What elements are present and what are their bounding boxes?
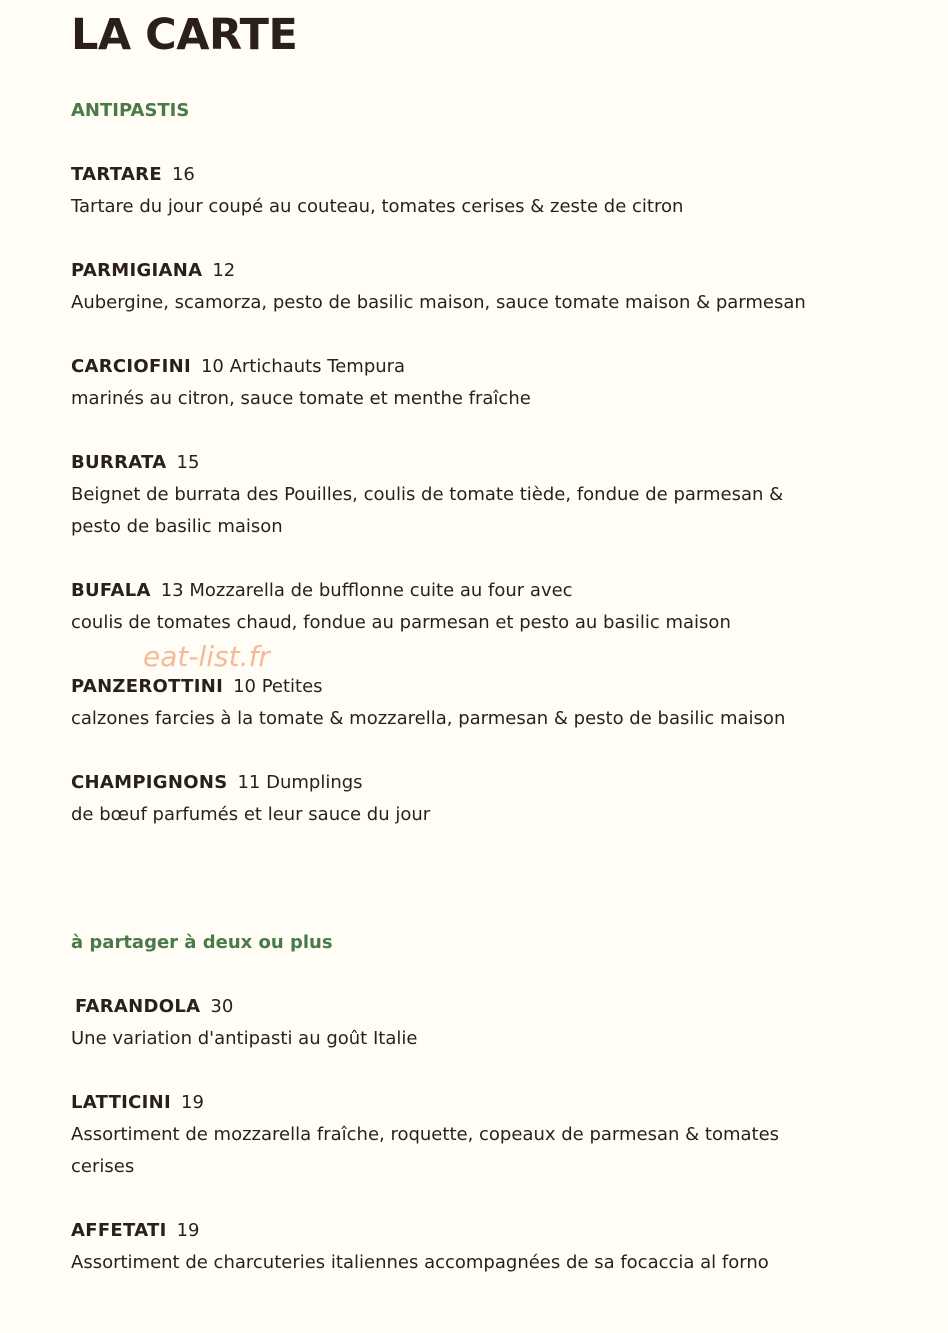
item-description: marinés au citron, sauce tomate et menthe fraîche — [71, 388, 531, 409]
item-description: coulis de tomates chaud, fondue au parmesan et pesto au basilic maison — [71, 612, 731, 633]
item-description: calzones farcies à la tomate & mozzarella, parmesan & pesto de basilic maison — [71, 708, 786, 729]
item-name: CARCIOFINI — [71, 356, 191, 377]
item-price: 15 — [176, 452, 200, 473]
menu-item-tartare — [71, 159, 871, 223]
section-heading-antipastis: ANTIPASTIS — [71, 100, 190, 121]
menu-item-champignons — [71, 767, 871, 831]
item-description: Assortiment de mozzarella fraîche, roquette, copeaux de parmesan & tomates cerises — [71, 1124, 780, 1177]
menu-item-bufala — [71, 575, 871, 639]
item-name: LATTICINI — [71, 1092, 172, 1113]
item-description: Tartare du jour coupé au couteau, tomates cerises & zeste de citron — [71, 196, 684, 217]
item-name: FARANDOLA — [75, 996, 201, 1017]
item-price: 19 — [176, 1220, 200, 1241]
menu-item-latticini — [71, 1087, 871, 1183]
item-name: PANZEROTTINI — [71, 676, 224, 697]
item-description: Beignet de burrata des Pouilles, coulis de tomate tiède, fondue de parmesan & pesto de basilic maison — [71, 484, 784, 537]
item-price: 10 Artichauts Tempura — [200, 356, 406, 377]
menu-item-affetati — [71, 1215, 871, 1279]
menu-item-carciofini — [71, 351, 871, 415]
item-price: 13 Mozzarella de bufflonne cuite au four avec — [160, 580, 573, 601]
item-price: 19 — [181, 1092, 204, 1113]
menu-item-farandola — [71, 991, 875, 1055]
menu-item-panzerottini — [71, 671, 871, 735]
item-description: de bœuf parfumés et leur sauce du jour — [71, 804, 431, 825]
item-price: 12 — [212, 260, 236, 281]
watermark: eat-list.fr — [143, 640, 270, 673]
item-price: 11 Dumplings — [237, 772, 363, 793]
item-name: TARTARE — [71, 164, 162, 185]
item-name: BUFALA — [71, 580, 151, 601]
item-name: BURRATA — [71, 452, 167, 473]
page-title: LA CARTE — [71, 10, 298, 60]
menu-item-parmigiana — [71, 255, 871, 319]
item-name: PARMIGIANA — [71, 260, 203, 281]
menu-item-burrata — [71, 447, 871, 543]
item-description: Aubergine, scamorza, pesto de basilic maison, sauce tomate maison & parmesan — [71, 292, 806, 313]
item-price: 16 — [171, 164, 195, 185]
item-description: Assortiment de charcuteries italiennes accompagnées de sa focaccia al forno — [71, 1252, 769, 1273]
item-name: AFFETATI — [71, 1220, 167, 1241]
item-price: 10 Petites — [233, 676, 323, 697]
item-name: CHAMPIGNONS — [71, 772, 228, 793]
item-description: Une variation d'antipasti au goût Italie — [71, 1028, 418, 1049]
section-heading-a-partager: à partager à deux ou plus — [71, 932, 333, 953]
item-price: 30 — [210, 996, 234, 1017]
